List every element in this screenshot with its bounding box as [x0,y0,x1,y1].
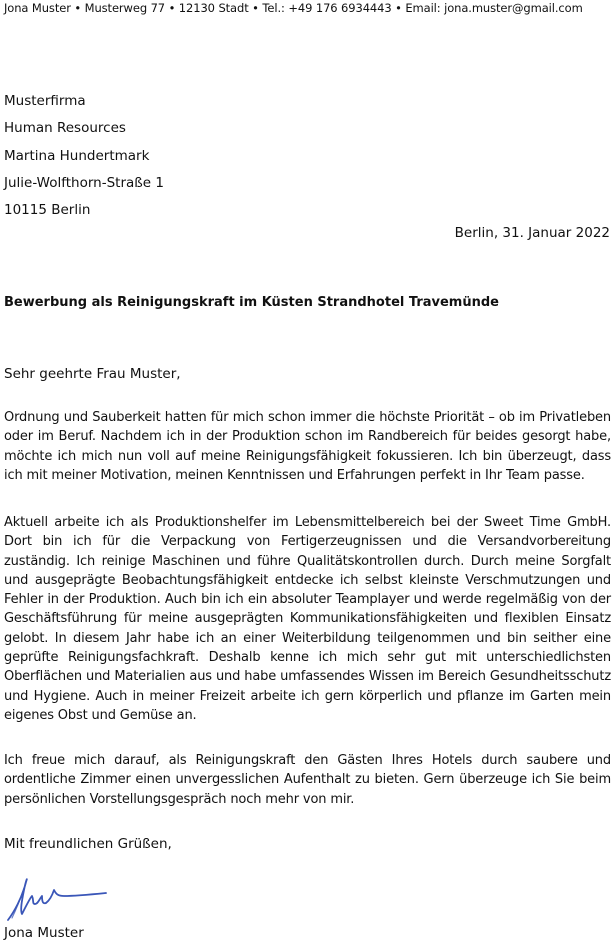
recipient-company: Musterfirma [4,93,86,109]
recipient-street: Julie-Wolfthorn-Straße 1 [4,174,164,191]
sender-info-line: Jona Muster • Musterweg 77 • 12130 Stadt • Tel.: +49 176 6934443 • Email: jona.muster@gmail.com [4,1,583,15]
signature-stroke [8,879,106,920]
recipient-city: 10115 Berlin [4,202,91,219]
recipient-address [4,88,164,224]
recipient-contact: Martina Hundertmark [4,147,150,164]
closing-phrase: Mit freundlichen Grüßen, [4,836,172,852]
letter-subject: Bewerbung als Reinigungskraft im Küsten Strandhotel Travemünde [4,295,499,310]
recipient-department: Human Resources [4,120,126,137]
body-paragraph: Ordnung und Sauberkeit hatten für mich schon immer die höchste Priorität – ob im Privatleben oder im Beruf. Nachdem ich in der Produktion schon im Randbereich für beides gesorgt habe, möchte ich mich nun voll auf meine Reinigungsfähigkeit fokussieren. Ich bin überzeugt, dass ich mit meiner Motivation, meinen Kenntnissen und Erfahrungen perfekt in Ihr Team passe. [4,410,611,483]
body-paragraph: Aktuell arbeite ich als Produktionshelfer im Lebensmittelbereich bei der Sweet Time GmbH. Dort bin ich für die Verpackung von Fertigerzeugnissen und die Versandvorbereitung zuständig. Ich reinige Maschinen und führe Qualitätskontrollen durch. Durch meine Sorgfalt und ausgeprägte Beobachtungsfähigkeit entdecke ich selbst kleinste Verschmutzungen und Fehler in der Produktion. Auch bin ich ein absoluter Teamplayer und werde regelmäßig von der Geschäftsführung für meine ausgeprägten Kommunikationsfähigkeiten und flexiblen Einsatz gelobt. In diesem Jahr habe ich an einer Weiterbildung teilgenommen und bin seither eine geprüfte Reinigungsfachkraft. Deshalb kenne ich mich sehr gut mit unterschiedlichsten Oberflächen und Materialien aus und habe umfassendes Wissen im Bereich Gesundheitsschutz und Hygiene. Auch in meiner Freizeit arbeite ich gern körperlich und pflanze im Garten mein eigenes Obst und Gemüse an. [4,515,611,723]
signer-name: Jona Muster [4,925,84,941]
salutation: Sehr geehrte Frau Muster, [4,366,181,382]
body-paragraph: Ich freue mich darauf, als Reinigungskraft den Gästen Ihres Hotels durch saubere und ordentliche Zimmer einen unvergesslichen Aufenthalt zu bieten. Gern überzeuge ich Sie beim persönlichen Vorstellungsgespräch noch mehr von mir. [4,753,611,807]
signature-image [2,870,112,926]
letter-date: Berlin, 31. Januar 2022 [454,225,610,241]
